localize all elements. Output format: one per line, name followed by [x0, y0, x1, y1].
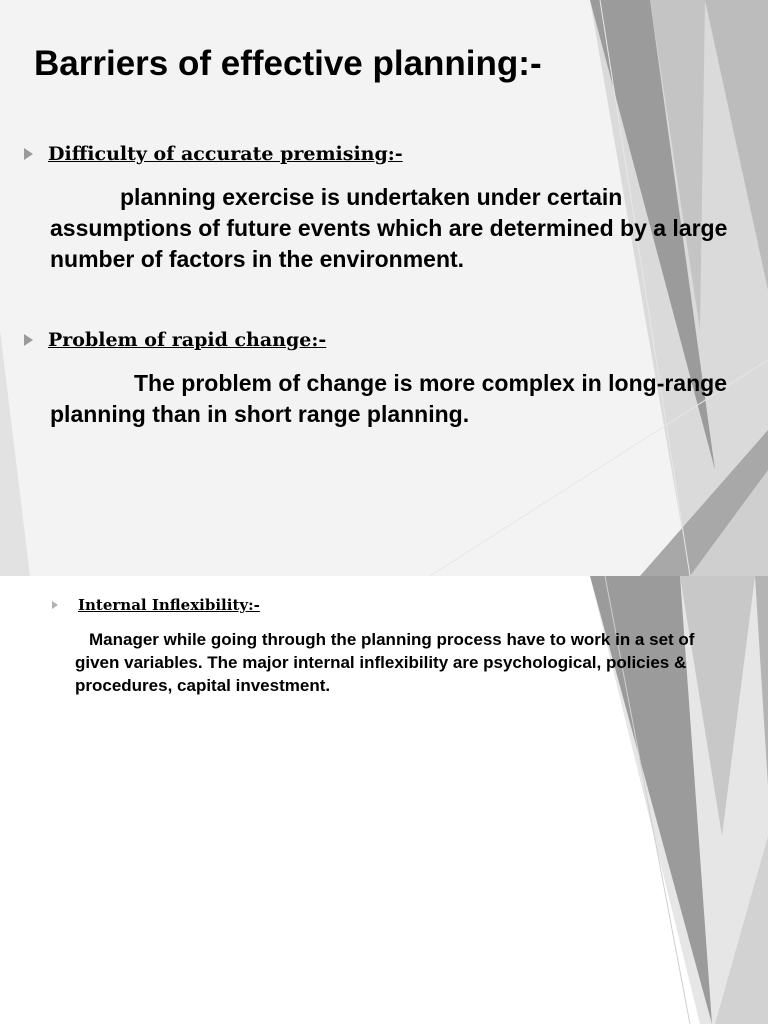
section-body-premising: planning exercise is undertaken under certain assumptions of future events which are determined by a large number of factors in the environment.	[50, 184, 728, 272]
arrow-bullet-icon	[52, 601, 58, 609]
section-body-inflexibility: Manager while going through the planning process have to work in a set of given variables. The major internal inflexibility are psychological, policies & procedures, capital investment.	[75, 630, 695, 695]
section-heading-rapid-change: Problem of rapid change:-	[48, 329, 327, 351]
decor-left-shard	[0, 330, 30, 576]
section-body-rapid-change: The problem of change is more complex in long-range planning than in short range planning.	[50, 370, 727, 427]
slide-title: Barriers of effective planning:-	[34, 44, 542, 83]
section-heading-inflexibility: Internal Inflexibility:-	[78, 596, 260, 614]
arrow-bullet-icon	[24, 148, 33, 160]
bullet-item-rapid-change	[24, 329, 326, 351]
slide-2	[0, 576, 768, 1024]
bullet-item-inflexibility	[52, 596, 260, 614]
arrow-bullet-icon	[24, 334, 33, 346]
section-heading-premising: Difficulty of accurate premising:-	[48, 143, 403, 165]
bullet-item-premising	[24, 143, 403, 165]
